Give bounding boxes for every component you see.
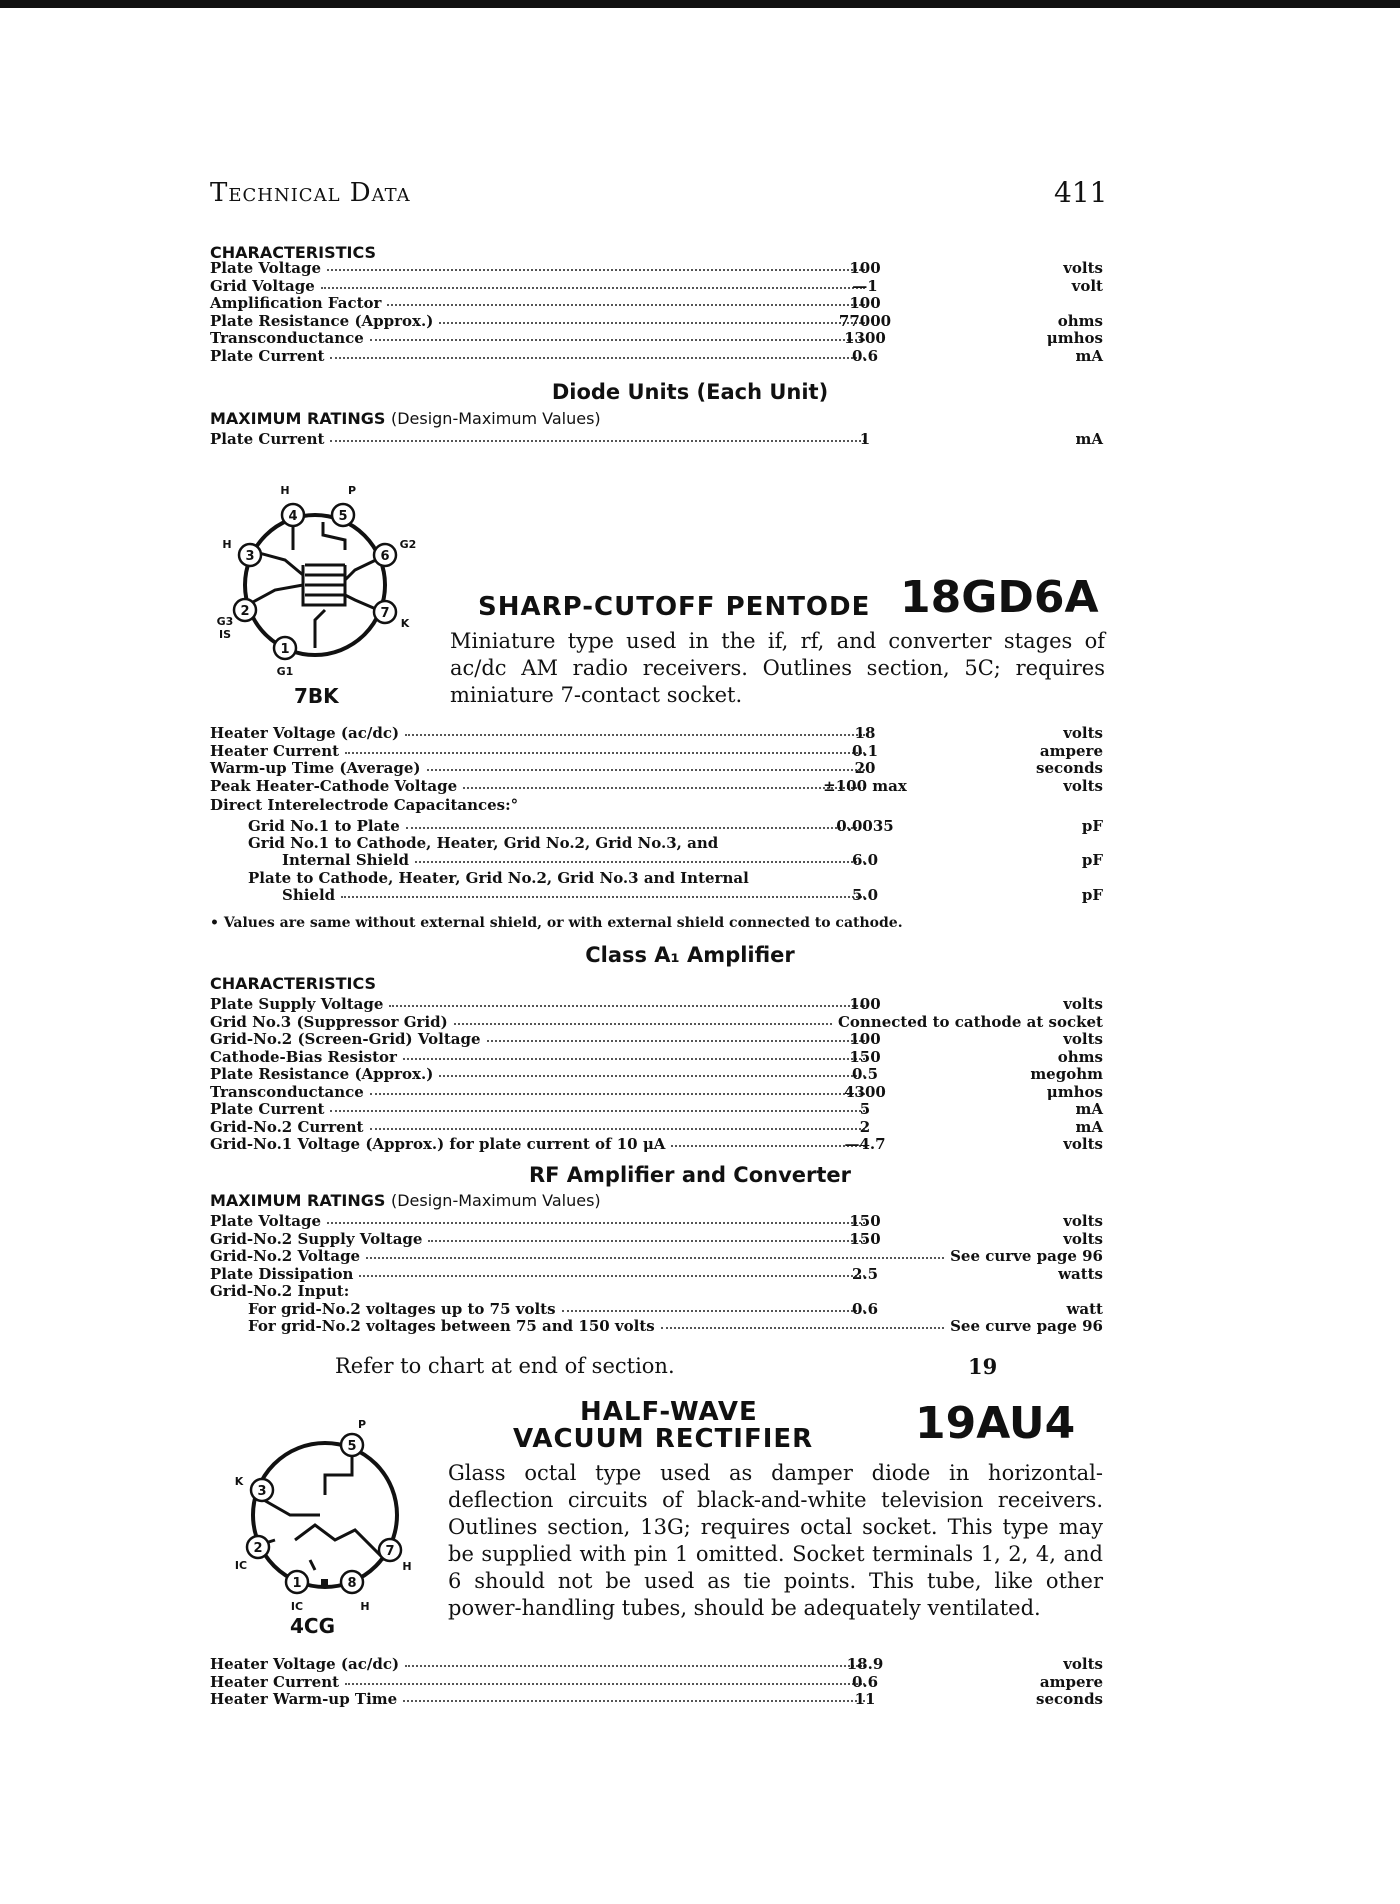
scan-top-border: [0, 0, 1400, 8]
table-row: [210, 348, 1103, 365]
row-value: ±100 max: [823, 776, 907, 795]
row-value: 150: [849, 1047, 881, 1066]
tube1-max-ratings-sub: (Design-Maximum Values): [390, 1191, 601, 1210]
table-row: [210, 1674, 1103, 1691]
tube2-number: 19AU4: [915, 1398, 1076, 1449]
row-label: Heater Current: [210, 1672, 340, 1691]
row-label: For grid-No.2 voltages between 75 and 150 volts: [248, 1317, 655, 1335]
capacitance-unit: pF: [1081, 886, 1103, 904]
table-row: [210, 996, 1103, 1013]
row-unit: volts: [1063, 1229, 1103, 1248]
max-ratings-sub: (Design-Maximum Values): [390, 409, 601, 428]
capacitance-label-line1: Grid No.1 to Cathode, Heater, Grid No.2, Grid No.3, and: [248, 834, 719, 852]
pin-1-label: 1: [280, 642, 290, 657]
pin-g2-label: G2: [399, 538, 417, 551]
row-label: Plate Current: [210, 346, 325, 365]
pin-7-label: 7: [380, 606, 390, 621]
row-label: Plate Dissipation: [210, 1264, 354, 1283]
basing-diagram-4cg: [225, 1420, 425, 1620]
table-row: [210, 1084, 1103, 1101]
row-unit: watts: [1058, 1264, 1103, 1283]
table-row: [210, 743, 1103, 760]
table-row: [210, 1213, 1103, 1230]
row-label: Heater Voltage (ac/dc): [210, 724, 400, 742]
tube2-description: Glass octal type used as damper diode in horizontal-deflection circuits of black-and-white television receivers. Outlines section, 13G; requires octal socket. This type may be supplied with pin 1 omitted. Socket terminals 1, 2, 4, and 6 should not be used as tie points. This tube, like other power-handling tubes, should be adequately ventilated.: [448, 1461, 1103, 1620]
row-value: 0.6: [851, 346, 879, 365]
leader-dots: [661, 1327, 944, 1329]
row-label: Grid-No.2 (Screen-Grid) Voltage: [210, 1030, 481, 1048]
row-value: 11: [854, 1690, 876, 1708]
tube2-key-marker: [321, 1579, 328, 1586]
row-label: Grid No.3 (Suppressor Grid): [210, 1012, 448, 1031]
capacitance-label-line2: Internal Shield: [282, 851, 410, 869]
row-label: Plate Voltage: [210, 1212, 322, 1230]
table-row: [210, 431, 1103, 448]
row-label: Grid-No.1 Voltage (Approx.) for plate current of 10 μA: [210, 1135, 666, 1153]
tube2-pin-ic-label: IC: [234, 1559, 248, 1572]
pin-p-label: P: [347, 484, 357, 497]
capacitance-value: 5.0: [851, 886, 879, 904]
row-label: Grid Voltage: [210, 276, 315, 295]
tube2-pin-1-label: 1: [292, 1576, 302, 1591]
capacitance-row: [210, 835, 1103, 869]
row-unit: volts: [1063, 1655, 1103, 1673]
table-row: [210, 1301, 1103, 1318]
row-value: 2: [859, 1117, 871, 1136]
capacitance-row: [210, 870, 1103, 904]
row-value: See curve page 96: [950, 1247, 1103, 1265]
row-label: Grid-No.2 Current: [210, 1117, 364, 1136]
row-label: Cathode-Bias Resistor: [210, 1047, 397, 1066]
row-value: —4.7: [844, 1135, 886, 1153]
row-label: Plate Resistance (Approx.): [210, 1065, 434, 1083]
row-label: Plate Current: [210, 430, 325, 448]
capacitance-label-line2: Shield: [282, 886, 336, 904]
row-unit: volts: [1063, 724, 1103, 742]
row-value: 1: [859, 430, 871, 448]
row-label: Grid-No.2 Voltage: [210, 1247, 361, 1265]
row-value: 100: [849, 995, 881, 1013]
row-value: 150: [849, 1212, 881, 1230]
tube2-pin-3-label: 3: [257, 1484, 267, 1499]
row-unit: volts: [1063, 1030, 1103, 1048]
tube2-pin-2-label: 2: [253, 1541, 263, 1556]
pin-6-label: 6: [380, 549, 390, 564]
row-unit: μmhos: [1046, 329, 1103, 347]
row-unit: ampere: [1039, 741, 1103, 760]
characteristics-label: CHARACTERISTICS: [210, 243, 377, 262]
table-row: [210, 1136, 1103, 1153]
pin-5-label: 5: [338, 509, 348, 524]
tube1-max-ratings-text: MAXIMUM RATINGS: [210, 1191, 386, 1210]
pin-g3-label: G3: [216, 615, 234, 628]
class-a-title: Class A₁ Amplifier: [585, 943, 795, 967]
row-label: Heater Voltage (ac/dc): [210, 1655, 400, 1673]
row-label: Grid-No.2 Input:: [210, 1282, 350, 1300]
row-value: 0.6: [851, 1299, 879, 1318]
row-label: Plate Supply Voltage: [210, 995, 384, 1013]
row-unit: volts: [1063, 1212, 1103, 1230]
row-unit: seconds: [1036, 759, 1103, 777]
row-value: 100: [849, 294, 881, 312]
tube2-type-title-line2: VACUUM RECTIFIER: [513, 1424, 814, 1454]
capacitance-value: 0.0035: [836, 817, 894, 835]
row-label: Peak Heater-Cathode Voltage: [210, 776, 458, 795]
table-row: [210, 1248, 1103, 1265]
table-row: [210, 260, 1103, 277]
tube1-characteristics-label: CHARACTERISTICS: [210, 974, 377, 993]
row-value: 20: [854, 759, 876, 777]
tube2-electrode-lines: [253, 1452, 385, 1570]
table-row: [210, 278, 1103, 295]
row-label: Warm-up Time (Average): [210, 759, 421, 777]
pin-2-label: 2: [240, 604, 250, 619]
pin-4-label: 4: [288, 509, 298, 524]
row-label: Plate Voltage: [210, 259, 322, 277]
tube2-pin-h-label: H: [402, 1560, 412, 1573]
pin-is-label: IS: [218, 628, 232, 641]
basing-code-4cg: 4CG: [290, 1614, 336, 1638]
row-unit: volts: [1063, 776, 1103, 795]
row-unit: mA: [1075, 1117, 1103, 1136]
row-value: 5: [859, 1100, 871, 1118]
row-unit: ohms: [1057, 311, 1103, 330]
table-row: [210, 1014, 1103, 1031]
row-label: For grid-No.2 voltages up to 75 volts: [248, 1299, 556, 1318]
row-unit: seconds: [1036, 1690, 1103, 1708]
tube2-pin-p-label: P: [357, 1420, 367, 1431]
row-value: 2.5: [851, 1264, 879, 1283]
capacitance-footnote: • Values are same without external shield, or with external shield connected to cathode.: [210, 915, 903, 931]
row-unit: volts: [1063, 259, 1103, 277]
row-value: Connected to cathode at socket: [837, 1012, 1103, 1031]
table-row: [210, 1656, 1103, 1673]
row-label: Transconductance: [210, 1082, 364, 1101]
tube1-number: 18GD6A: [900, 572, 1099, 623]
leader-dots: [454, 1023, 832, 1025]
table-row: [210, 1066, 1103, 1083]
table-row: [210, 778, 1103, 795]
table-row: [210, 760, 1103, 777]
row-value: 18.9: [846, 1655, 884, 1673]
leader-dots: [366, 1257, 944, 1259]
page-number: 411: [1054, 176, 1108, 209]
table-row: [210, 1266, 1103, 1283]
table-row: [210, 313, 1103, 330]
table-row: [210, 725, 1103, 742]
tube1-type-title: SHARP-CUTOFF PENTODE: [478, 592, 871, 622]
row-unit: μmhos: [1046, 1082, 1103, 1101]
row-unit: mA: [1075, 430, 1103, 448]
row-unit: mA: [1075, 1100, 1103, 1118]
row-label: Heater Current: [210, 741, 340, 760]
diode-units-title: Diode Units (Each Unit): [551, 380, 829, 404]
pin-h2-label: H: [222, 538, 232, 551]
row-unit: megohm: [1030, 1065, 1103, 1083]
row-unit: volts: [1063, 995, 1103, 1013]
table-row: [210, 295, 1103, 312]
row-value: 0.6: [851, 1672, 879, 1691]
tube2-pin-5-label: 5: [347, 1439, 357, 1454]
row-label: Amplification Factor: [210, 294, 382, 312]
table-row: [210, 1031, 1103, 1048]
row-value: See curve page 96: [950, 1317, 1103, 1335]
tube2-pin-h2-label: H: [360, 1600, 370, 1613]
row-value: 0.1: [851, 741, 879, 760]
table-row: [210, 1283, 1103, 1300]
running-header-title: Technical Data: [210, 178, 411, 208]
row-label: Grid-No.2 Supply Voltage: [210, 1229, 423, 1248]
row-value: 150: [849, 1229, 881, 1248]
row-label: Plate Current: [210, 1100, 325, 1118]
basing-diagram-7bk: [215, 480, 425, 700]
table-row: [210, 1231, 1103, 1248]
tube1-max-ratings-label: [210, 1191, 601, 1210]
refer-chart-note: Refer to chart at end of section.: [335, 1354, 675, 1378]
row-unit: volt: [1071, 276, 1103, 295]
row-value: 4300: [844, 1082, 886, 1101]
row-label: Plate Resistance (Approx.): [210, 311, 434, 330]
refer-chart-number: 19: [968, 1354, 998, 1379]
tube2-pin-8-label: 8: [347, 1576, 357, 1591]
tube2-type-title-line1: HALF-WAVE: [580, 1397, 758, 1427]
tube2-pin-k-label: K: [234, 1475, 244, 1488]
row-unit: volts: [1063, 1135, 1103, 1153]
capacitance-value: 6.0: [851, 851, 879, 869]
tube2-envelope-circle: [253, 1443, 397, 1587]
row-unit: watt: [1066, 1299, 1103, 1318]
tube1-description: Miniature type used in the if, rf, and converter stages of ac/dc AM radio receivers. Outlines section, 5C; requires miniature 7-contact socket.: [450, 629, 1105, 707]
row-label: Heater Warm-up Time: [210, 1690, 398, 1708]
tube2-pin-7-label: 7: [385, 1544, 395, 1559]
max-ratings-label: [210, 409, 601, 428]
table-row: [210, 1049, 1103, 1066]
row-value: 77000: [838, 311, 892, 330]
row-value: 100: [849, 1030, 881, 1048]
table-row: [210, 1691, 1103, 1708]
row-unit: ampere: [1039, 1672, 1103, 1691]
row-unit: ohms: [1057, 1047, 1103, 1066]
tube2-pin-ic2-label: IC: [290, 1600, 304, 1613]
row-label: Transconductance: [210, 329, 364, 347]
capacitance-label: Grid No.1 to Plate: [248, 817, 400, 835]
table-row: [210, 1119, 1103, 1136]
row-unit: mA: [1075, 346, 1103, 365]
pin-k-label: K: [400, 617, 410, 630]
table-row: [210, 1318, 1103, 1335]
row-value: 18: [854, 724, 876, 742]
basing-code-7bk: 7BK: [294, 684, 339, 708]
max-ratings-label-text: MAXIMUM RATINGS: [210, 409, 386, 428]
capacitances-label: Direct Interelectrode Capacitances:°: [210, 796, 519, 814]
capacitance-row: [210, 818, 1103, 835]
capacitance-label-line1: Plate to Cathode, Heater, Grid No.2, Grid No.3 and Internal: [248, 869, 749, 887]
row-value: 100: [849, 259, 881, 277]
row-value: 0.5: [851, 1065, 879, 1083]
row-value: 1300: [844, 329, 886, 347]
capacitance-unit: pF: [1081, 817, 1103, 835]
table-row: [210, 1101, 1103, 1118]
pin-h-label: H: [280, 484, 290, 497]
capacitance-unit: pF: [1081, 851, 1103, 869]
table-row: [210, 330, 1103, 347]
pin-3-label: 3: [245, 549, 255, 564]
rf-amplifier-title: RF Amplifier and Converter: [528, 1163, 852, 1187]
row-value: —1: [852, 276, 878, 295]
pin-g1-label: G1: [276, 665, 294, 678]
